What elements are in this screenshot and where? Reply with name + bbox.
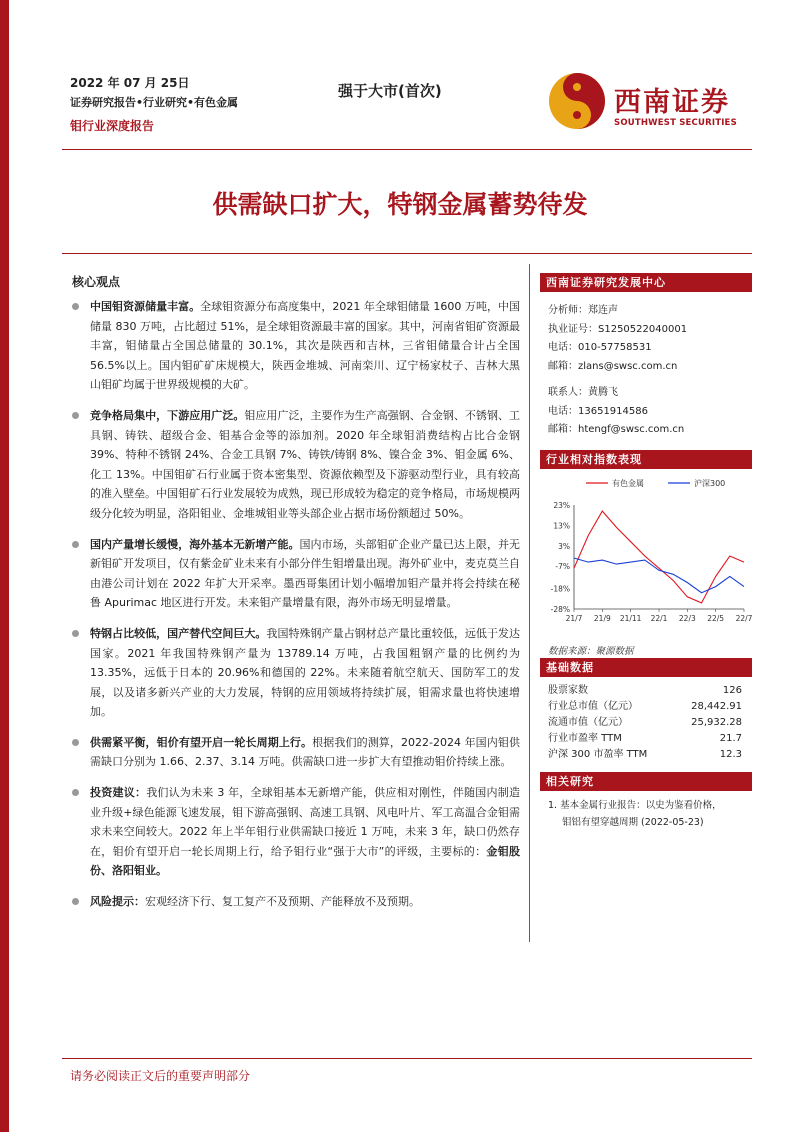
bullet-item [72,297,520,395]
label: 电话： [548,405,578,417]
row-label: 行业市盈率 TTM [548,733,622,744]
y-tick-label: 13% [553,521,570,531]
bullet-dot-icon [72,412,79,419]
bullet-item [72,624,520,722]
row-value: 126 [722,685,742,696]
contact-email-row [548,421,752,440]
research-item-cont[interactable]: 钼铝有望穿越周期 (2022-05-23) [562,817,704,828]
license-number: S1250522040001 [598,323,688,335]
disclaimer-footer: 请务必阅读正文后的重要声明部分 [70,1069,251,1083]
related-research-box [540,772,752,831]
row-label: 沪深 300 市盈率 TTM [548,749,648,760]
report-title: 供需缺口扩大，特钢金属蓄势待发 [212,190,588,219]
x-tick-label: 22/3 [678,614,696,623]
basic-data-row [540,699,752,715]
row-value: 25,932.28 [691,717,742,728]
x-tick-label: 22/1 [650,614,668,623]
basic-data-box [540,658,752,763]
bullet-item [72,535,520,613]
report-type: 证券研究报告•行业研究•有色金属 [70,96,239,109]
email-link[interactable]: zlans@swsc.com.cn [578,360,678,372]
bullet-text: 钼应用广泛，主要作为生产高强钢、合金钢、不锈钢、工具钢、铸铁、超级合金、钼基合金等的添加剂。2020 年全球钼消费结构占比合金钢 39%、特种不锈钢 24%、合金工具钢 7%、铸铁/铸钢 8%、镍合金 3%、钼金属 6%、化工 13%。中国钼矿石行业属于资本密集型、资源依赖型及下游驱动型行业，具有较高的准入壁垒。中国钼矿石行业发展较为成熟，现已形成较为稳定的竞争格局，市场规模两级分化较为明显，洛阳钼业、金堆城钼业等头部企业占据市场份额超过 50%。 [90,408,521,520]
core-views-list [72,297,520,923]
x-tick-label: 21/11 [619,614,642,623]
research-center-box [540,273,752,440]
chart-source: 数据来源：聚源数据 [548,646,634,657]
analyst-name: 郑连声 [588,305,618,316]
bullet-dot-icon [72,303,79,310]
phone: 010-57758531 [578,342,652,353]
y-tick-label: -18% [550,584,570,594]
contact-row [548,384,752,403]
legend-label: 有色金属 [612,479,644,488]
bullet-text: 宏观经济下行、复工复产不及预期、产能释放不及预期。 [145,895,420,909]
y-tick-label: -28% [550,605,570,614]
bullet-lead: 中国钼资源储量丰富。 [90,300,201,313]
y-tick-label: 23% [553,501,570,510]
basic-data-row [540,683,752,699]
bullet-lead: 投资建议： [90,786,147,800]
label: 联系人： [548,387,588,398]
basic-data-row [540,715,752,731]
title-divider [62,253,752,254]
related-research-heading: 相关研究 [540,772,752,791]
x-tick-label: 22/5 [707,614,725,623]
contact-email-link[interactable]: htengf@swsc.com.cn [578,424,685,435]
row-label: 流通市值（亿元） [548,717,628,728]
bullet-text: 根据我们的测算，2022-2024 年国内钼供需缺口分别为 1.66、2.37、3.14 万吨。供需缺口进一步扩大有望推动钼价持续上涨。 [90,735,521,769]
related-research-list [540,791,752,831]
logo-text-en: SOUTHWEST SECURITIES [614,118,737,128]
bullet-dot-icon [72,739,79,746]
research-item[interactable]: 1. 基本金属行业报告：以史为鉴看价格， [548,800,722,811]
contact-name: 黄腾飞 [588,387,618,398]
column-divider [529,264,530,942]
x-tick-label: 21/9 [593,614,611,623]
contact-phone: 13651914586 [578,405,648,417]
bullet-text: 我国特殊钢产量占钢材总产量比重较低，远低于发达国家。2021 年我国特殊钢产量为 13789.14 万吨，占我国粗钢产量的比例约为 13.35%，远低于日本的 20.96%和德国的 22%。未来随着航空航天、国防军工的发展，以及诸多新兴产业的大力发展，特钢的应用领域将持续扩展，钼需求量也将快速增加。 [90,626,520,719]
row-value: 28,442.91 [691,701,742,712]
row-label: 行业总市值（亿元） [548,701,638,712]
bullet-lead: 国内产量增长缓慢，海外基本无新增产能。 [90,537,300,551]
index-performance-chart [540,469,752,639]
core-views-heading: 核心观点 [72,275,121,289]
bullet-lead: 特钢占比较低，国产替代空间巨大。 [90,626,267,640]
legend-label: 沪深300 [694,479,726,488]
y-tick-label: -7% [555,562,570,572]
bullet-tail: 金钼股份、洛阳钼业。 [90,844,521,878]
logo-emblem-icon [548,72,606,130]
bullet-dot-icon [72,789,79,796]
label: 分析师： [548,305,588,316]
report-date: 2022 年 07 月 25日 [70,76,190,90]
index-performance-heading: 行业相对指数表现 [540,450,752,469]
bullet-item [72,783,520,881]
industry-rating: 强于大市(首次) [338,82,442,100]
analyst-info [540,292,752,440]
label: 电话： [548,342,578,353]
label: 执业证号： [548,323,598,335]
bullet-item [72,733,520,772]
analyst-row [548,302,752,321]
basic-data-row [540,731,752,747]
phone-row [548,339,752,358]
license-row [548,321,752,340]
row-value: 21.7 [719,733,742,744]
bullet-text: 全球钼资源分布高度集中，2021 年全球钼储量 1600 万吨，中国储量 830 万吨，占比超过 51%，是全球钼资源最丰富的国家。其中，河南省钼矿资源最丰富，钼储量占全国总储量的 30.1%，其次是陕西和吉林，三省钼储量合计占全国 56.5%以上。国内钼矿矿床规模大，陕西金堆城、河南栾川、辽宁杨家杖子、吉林大黑山钼矿均属于世界级规模的大矿。 [90,300,521,392]
bullet-text: 国内市场，头部钼矿企业产量已达上限，并无新钼矿开发项目，仅有紫金矿业未来有小部分伴生钼增量出现。海外矿业中，麦克莫兰自由港公司计划在 2022 年扩大开采率。墨西哥集团计划小幅增加钼产量并将会持续在秘鲁 Apurimac 地区进行开发。未来钼产量增量有限，海外市场无明显增量。 [90,537,520,610]
bullet-lead: 竞争格局集中，下游应用广泛。 [90,408,245,422]
bullet-item [72,406,520,524]
bullet-dot-icon [72,630,79,637]
bullet-dot-icon [72,541,79,548]
contact-phone-row [548,403,752,422]
x-tick-label: 21/7 [565,614,583,623]
row-label: 股票家数 [548,685,588,696]
report-subtype: 钼行业深度报告 [70,119,155,133]
label: 邮箱： [548,424,578,435]
row-value: 12.3 [719,749,742,760]
research-center-heading: 西南证券研究发展中心 [540,273,752,292]
basic-data-row [540,747,752,763]
series-line [574,511,744,603]
bullet-lead: 风险提示： [90,895,145,909]
bullet-item [72,892,520,912]
company-logo [548,72,748,132]
series-line [574,558,744,593]
x-tick-label: 22/7 [735,614,752,623]
bullet-dot-icon [72,898,79,905]
basic-data-table [540,677,752,763]
bullet-text: 我们认为未来 3 年，全球钼基本无新增产能，供应相对刚性，伴随国内制造业升级+绿色能源飞速发展，钼下游高强钢、高速工具钢、风电叶片、军工高温合金钼需求未来空间较大。2022 年上半年钼行业供需缺口接近 1 万吨，未来 3 年，缺口仍然存在，钼价有望开启一轮长周期上行，给予钼行业“强于大市”的评级，主要标的： [90,786,520,858]
footer-divider [62,1058,752,1059]
label: 邮箱： [548,360,578,372]
index-performance-box [540,450,752,657]
basic-data-heading: 基础数据 [540,658,752,677]
email-row [548,358,752,377]
left-accent-bar [0,0,9,1132]
y-tick-label: 3% [558,541,570,551]
logo-text-cn: 西南证券 [614,87,730,118]
header-divider [62,149,752,150]
bullet-lead: 供需紧平衡，钼价有望开启一轮长周期上行。 [90,735,313,749]
